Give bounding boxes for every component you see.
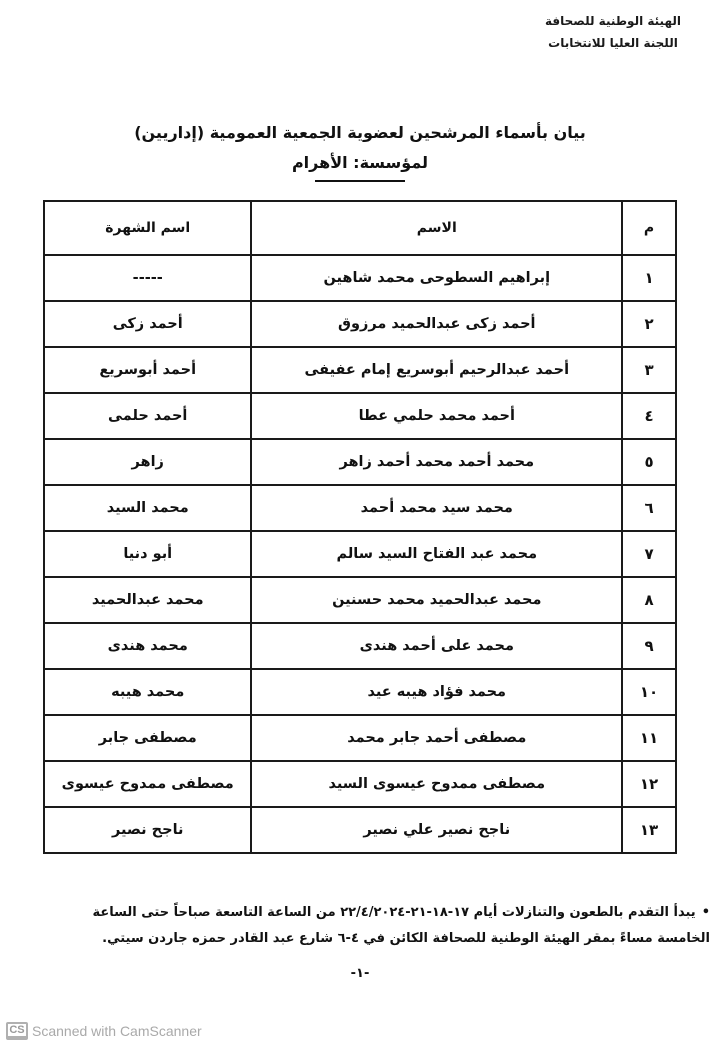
candidate-known-as: مصطفى ممدوح عيسوى xyxy=(44,761,251,807)
candidate-name: محمد سيد محمد أحمد xyxy=(251,485,622,531)
candidates-table xyxy=(43,200,677,854)
candidate-known-as: محمد عبدالحميد xyxy=(44,577,251,623)
camscanner-logo-icon: CS xyxy=(6,1022,28,1040)
row-number: ٢ xyxy=(622,301,676,347)
candidate-known-as: أحمد حلمى xyxy=(44,393,251,439)
row-number: ٧ xyxy=(622,531,676,577)
table-row xyxy=(44,485,676,531)
table-row xyxy=(44,393,676,439)
header-name: الاسم xyxy=(251,201,622,255)
table-row xyxy=(44,255,676,301)
row-number: ١٢ xyxy=(622,761,676,807)
note-text: يبدأ التقدم بالطعون والتنازلات أيام ١٧-١٨-٢١-٢٢/٤/٢٠٢٤ من الساعة التاسعة صباحاً حتى الساعة الخامسة مساءً بمقر الهيئة الوطنية للصحافة الكائن في ٤-٦ شارع عبد القادر حمزه جاردن سيتي. xyxy=(92,905,710,946)
table-row xyxy=(44,301,676,347)
row-number: ٣ xyxy=(622,347,676,393)
row-number: ١ xyxy=(622,255,676,301)
table-row xyxy=(44,669,676,715)
candidate-name: محمد عبد الفتاح السيد سالم xyxy=(251,531,622,577)
row-number: ١٠ xyxy=(622,669,676,715)
row-number: ٥ xyxy=(622,439,676,485)
organization-header xyxy=(528,10,698,54)
row-number: ١٣ xyxy=(622,807,676,853)
candidate-name: مصطفى ممدوح عيسوى السيد xyxy=(251,761,622,807)
candidate-known-as: محمد السيد xyxy=(44,485,251,531)
candidate-name: مصطفى أحمد جابر محمد xyxy=(251,715,622,761)
row-number: ٦ xyxy=(622,485,676,531)
candidate-known-as: محمد هندى xyxy=(44,623,251,669)
page-number: -١- xyxy=(350,966,370,981)
candidate-name: محمد عبدالحميد محمد حسنين xyxy=(251,577,622,623)
candidate-name: محمد على أحمد هندى xyxy=(251,623,622,669)
table-row xyxy=(44,577,676,623)
committee-name: اللجنة العليا للانتخابات xyxy=(548,36,678,50)
candidate-known-as: أبو دنيا xyxy=(44,531,251,577)
candidate-known-as: زاهر xyxy=(44,439,251,485)
table-row xyxy=(44,347,676,393)
candidate-known-as: مصطفى جابر xyxy=(44,715,251,761)
appeals-note xyxy=(40,900,710,952)
title-main: بيان بأسماء المرشحين لعضوية الجمعية العمومية (إداريين) xyxy=(134,123,586,142)
table-row xyxy=(44,531,676,577)
title-institution: لمؤسسة: الأهرام xyxy=(291,153,429,172)
candidate-known-as: أحمد زكى xyxy=(44,301,251,347)
table-row xyxy=(44,715,676,761)
row-number: ٤ xyxy=(622,393,676,439)
candidate-name: ناجح نصير علي نصير xyxy=(251,807,622,853)
document-title xyxy=(110,118,610,182)
bullet-icon: • xyxy=(701,905,710,920)
row-number: ١١ xyxy=(622,715,676,761)
table-row xyxy=(44,761,676,807)
table-row xyxy=(44,439,676,485)
watermark-text: Scanned with CamScanner xyxy=(32,1023,202,1039)
header-num: م xyxy=(622,201,676,255)
candidate-name: محمد فؤاد هيبه عيد xyxy=(251,669,622,715)
title-underline xyxy=(315,180,405,182)
row-number: ٨ xyxy=(622,577,676,623)
table-row xyxy=(44,623,676,669)
table-header-row xyxy=(44,201,676,255)
candidate-name: أحمد محمد حلمي عطا xyxy=(251,393,622,439)
candidate-name: إبراهيم السطوحى محمد شاهين xyxy=(251,255,622,301)
candidate-name: أحمد زكى عبدالحميد مرزوق xyxy=(251,301,622,347)
org-name: الهيئة الوطنية للصحافة xyxy=(544,14,681,28)
candidate-name: محمد أحمد محمد أحمد زاهر xyxy=(251,439,622,485)
candidate-known-as: ----- xyxy=(44,255,251,301)
camscanner-watermark xyxy=(6,1022,202,1040)
table-row xyxy=(44,807,676,853)
candidate-name: أحمد عبدالرحيم أبوسريع إمام عفيفى xyxy=(251,347,622,393)
candidate-known-as: محمد هيبه xyxy=(44,669,251,715)
candidate-known-as: ناجح نصير xyxy=(44,807,251,853)
candidate-known-as: أحمد أبوسريع xyxy=(44,347,251,393)
header-known-as: اسم الشهرة xyxy=(44,201,251,255)
row-number: ٩ xyxy=(622,623,676,669)
